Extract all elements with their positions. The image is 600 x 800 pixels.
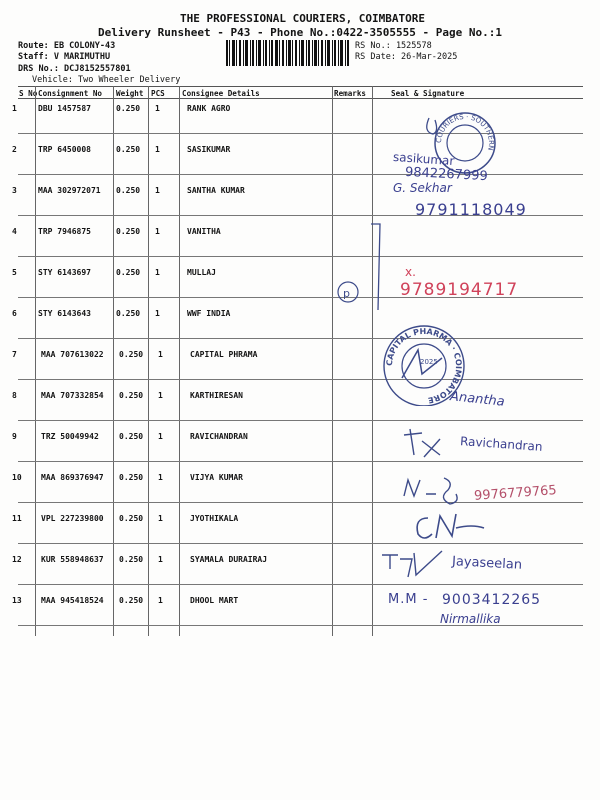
row-consignee: SASIKUMAR xyxy=(187,145,231,154)
row-consignment: TRZ 50049942 xyxy=(41,432,99,441)
row-pcs: 1 xyxy=(158,555,163,564)
hw-row13-name: Nirmallika xyxy=(440,612,501,626)
row-sno: 8 xyxy=(12,391,17,400)
svg-text:COURIERS · SOUTHERN: COURIERS · SOUTHERN xyxy=(434,112,496,152)
row-consignee: KARTHIRESAN xyxy=(190,391,243,400)
row-pcs: 1 xyxy=(158,350,163,359)
row-consignee: MULLAJ xyxy=(187,268,216,277)
hw-row11-sign xyxy=(412,508,492,548)
row-consignee: JYOTHIKALA xyxy=(190,514,239,523)
hw-row12-sign xyxy=(378,545,448,585)
row-consignee: RANK AGRO xyxy=(187,104,231,113)
hw-row9-sign xyxy=(400,425,460,461)
row-weight: 0.250 xyxy=(119,350,144,359)
row-sno: 2 xyxy=(12,145,17,154)
row-pcs: 1 xyxy=(155,309,160,318)
row-pcs: 1 xyxy=(155,145,160,154)
col-divider xyxy=(179,86,180,636)
row-consignee: VIJYA KUMAR xyxy=(190,473,243,482)
row-divider xyxy=(18,461,583,462)
hw-row5-phone: 9789194717 xyxy=(400,280,519,300)
row-consignment: MAA 945418524 xyxy=(41,596,104,605)
row-pcs: 1 xyxy=(158,514,163,523)
svg-text:2025: 2025 xyxy=(420,358,438,366)
row-weight: 0.250 xyxy=(119,596,144,605)
svg-text:p: p xyxy=(343,287,350,300)
col-pcs: PCS xyxy=(151,89,165,98)
row-consignee: CAPITAL PHRAMA xyxy=(190,350,258,359)
row-sno: 6 xyxy=(12,309,17,318)
row-sno: 12 xyxy=(12,555,22,564)
row-weight: 0.250 xyxy=(116,186,141,195)
hw-row9-name: Ravichandran xyxy=(459,434,543,454)
row-weight: 0.250 xyxy=(116,145,141,154)
row-pcs: 1 xyxy=(155,186,160,195)
row-sno: 9 xyxy=(12,432,17,441)
hw-row12-name: Jayaseelan xyxy=(451,554,523,573)
row-sno: 3 xyxy=(12,186,17,195)
col-consignment: Consignment No xyxy=(38,89,103,98)
route-label: Route: EB COLONY-43 xyxy=(18,41,116,51)
row-consignee: RAVICHANDRAN xyxy=(190,432,248,441)
row-consignment: STY 6143643 xyxy=(38,309,91,318)
hw-row13-phone: 9003412265 xyxy=(442,592,542,608)
row-pcs: 1 xyxy=(158,432,163,441)
row-divider xyxy=(18,420,583,421)
svg-text:CAPITAL PHARMA · COIMBATORE: CAPITAL PHARMA · COIMBATORE xyxy=(384,326,464,405)
row-divider xyxy=(18,584,583,585)
row-divider xyxy=(18,379,583,380)
row-consignment: MAA 707613022 xyxy=(41,350,104,359)
row-sno: 7 xyxy=(12,350,17,359)
row-consignment: VPL 227239800 xyxy=(41,514,104,523)
barcode xyxy=(226,40,350,66)
row-weight: 0.250 xyxy=(116,309,141,318)
row-weight: 0.250 xyxy=(116,268,141,277)
row-divider xyxy=(18,543,583,544)
hw-row10-phone: 9976779765 xyxy=(473,483,558,504)
col-weight: Weight xyxy=(116,89,144,98)
hw-row3-sign: G. Sekhar xyxy=(393,181,452,195)
header-rule-top xyxy=(18,86,583,87)
hw-row2-phone: 9842267999 xyxy=(404,164,489,185)
row-consignment: MAA 302972071 xyxy=(38,186,101,195)
row-divider xyxy=(18,256,583,257)
remarks-mark xyxy=(336,222,386,312)
col-signature: Seal & Signature xyxy=(391,89,465,98)
row-weight: 0.250 xyxy=(116,104,141,113)
runsheet-subtitle: Delivery Runsheet - P43 - Phone No.:0422-3505555 - Page No.:1 xyxy=(98,26,502,39)
hw-row8-sign: Anantha xyxy=(449,389,506,410)
row-consignment: STY 6143697 xyxy=(38,268,91,277)
hw-row5-mark: x. xyxy=(405,265,416,279)
rs-date: RS Date: 26-Mar-2025 xyxy=(355,52,458,62)
col-remarks: Remarks xyxy=(334,89,367,98)
row-weight: 0.250 xyxy=(119,555,144,564)
row-weight: 0.250 xyxy=(119,514,144,523)
row-consignee: VANITHA xyxy=(187,227,221,236)
hw-row3-phone: 9791118049 xyxy=(415,200,527,219)
col-sno: S No xyxy=(19,89,38,98)
col-consignee: Consignee Details xyxy=(182,89,260,98)
row-consignee: DHOOL MART xyxy=(190,596,239,605)
row-sno: 13 xyxy=(12,596,22,605)
row-consignment: KUR 558948637 xyxy=(41,555,104,564)
row-weight: 0.250 xyxy=(119,473,144,482)
row-weight: 0.250 xyxy=(116,227,141,236)
row-weight: 0.250 xyxy=(119,432,144,441)
row-sno: 1 xyxy=(12,104,17,113)
row-sno: 5 xyxy=(12,268,17,277)
col-divider xyxy=(332,86,333,636)
row-consignee: SYAMALA DURAIRAJ xyxy=(190,555,268,564)
row-consignee: WWF INDIA xyxy=(187,309,231,318)
row-consignee: SANTHA KUMAR xyxy=(187,186,245,195)
row-pcs: 1 xyxy=(158,596,163,605)
drs-label: DRS No.: DCJ8152557801 xyxy=(18,64,131,74)
staff-label: Staff: V MARIMUTHU xyxy=(18,52,111,62)
row-sno: 11 xyxy=(12,514,22,523)
col-divider xyxy=(35,86,36,636)
rs-number: RS No.: 1525578 xyxy=(355,41,432,51)
row-sno: 4 xyxy=(12,227,17,236)
hw-row10-sign xyxy=(400,472,470,508)
row-weight: 0.250 xyxy=(119,391,144,400)
vehicle-label: Vehicle: Two Wheeler Delivery xyxy=(32,75,181,85)
row-pcs: 1 xyxy=(158,391,163,400)
row-sno: 10 xyxy=(12,473,22,482)
row-consignment: TRP 6450008 xyxy=(38,145,91,154)
row-pcs: 1 xyxy=(158,473,163,482)
row-divider xyxy=(18,338,583,339)
row-consignment: DBU 1457587 xyxy=(38,104,91,113)
hw-row2-name: sasikumar xyxy=(392,149,455,169)
row-pcs: 1 xyxy=(155,227,160,236)
hw-row13-initials: M.M - xyxy=(388,592,429,607)
row-consignment: TRP 7946875 xyxy=(38,227,91,236)
row-consignment: MAA 707332854 xyxy=(41,391,104,400)
col-divider xyxy=(148,86,149,636)
row-consignment: MAA 869376947 xyxy=(41,473,104,482)
row-pcs: 1 xyxy=(155,268,160,277)
company-title: THE PROFESSIONAL COURIERS, COIMBATORE xyxy=(180,12,426,25)
col-divider xyxy=(113,86,114,636)
row-pcs: 1 xyxy=(155,104,160,113)
